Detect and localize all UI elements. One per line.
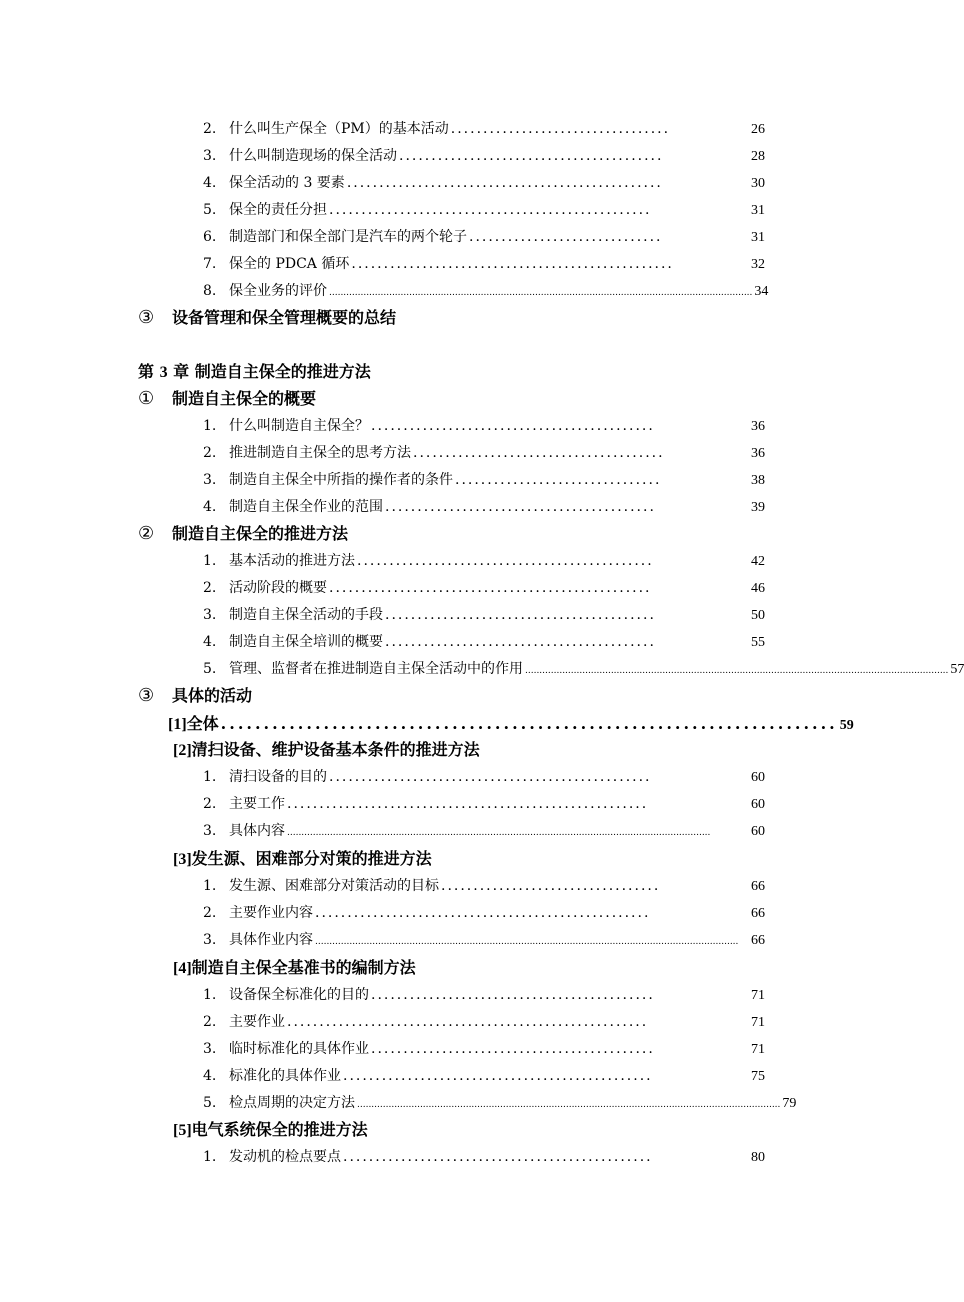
- entry-title: 什么叫制造现场的保全活动: [229, 148, 397, 164]
- toc-subsection-entry: [168, 711, 854, 734]
- page-number: 66: [751, 906, 765, 921]
- chapter-prefix: 第: [138, 362, 155, 381]
- dot-leader: ..............................................: [357, 553, 654, 569]
- entry-number: 1.: [203, 1149, 217, 1165]
- entry-number: 5.: [203, 202, 217, 218]
- entry-number: 2.: [203, 445, 217, 461]
- toc-entry: [203, 1092, 797, 1112]
- entry-title: 基本活动的推进方法: [229, 553, 355, 569]
- page-number: 31: [751, 230, 765, 245]
- subsection-index: [5]: [173, 1122, 192, 1139]
- dot-leader: ........................................................: [287, 796, 649, 812]
- page-number: 60: [751, 797, 765, 812]
- subsection-index: [1]: [168, 716, 187, 733]
- entry-title: 主要作业内容: [229, 905, 313, 921]
- toc-entry: [203, 550, 765, 570]
- dot-leader: ..........................................: [385, 499, 656, 515]
- toc-entry: [203, 469, 765, 489]
- page-number: 59: [839, 718, 854, 733]
- page-number: 75: [751, 1069, 765, 1084]
- entry-title: 制造自主保全中所指的操作者的条件: [229, 472, 453, 488]
- page-number: 32: [751, 257, 765, 272]
- entry-title: 标准化的具体作业: [229, 1068, 341, 1084]
- entry-title: 保全活动的 3 要素: [229, 175, 345, 191]
- page-number: 26: [751, 122, 765, 137]
- dot-leader: .......................................: [413, 445, 665, 461]
- dot-leader: .........................................: [399, 148, 664, 164]
- chapter-title: 章 制造自主保全的推进方法: [173, 362, 371, 381]
- toc-entry: [203, 604, 765, 624]
- entry-number: 1.: [203, 418, 217, 434]
- dot-leader: .................................................: [346, 175, 663, 191]
- dot-leader: ..................................: [441, 878, 661, 894]
- dot-leader: ................................................: [343, 1149, 653, 1165]
- dot-leader: ............................................: [371, 987, 655, 1003]
- dot-leader: ....................................................................................................................................................: [315, 937, 739, 947]
- toc-entry: [203, 1065, 765, 1085]
- page-number: 66: [751, 879, 765, 894]
- entry-number: 3.: [203, 472, 217, 488]
- toc-entry: [203, 1011, 765, 1031]
- section-title: 设备管理和保全管理概要的总结: [172, 308, 397, 327]
- entry-number: 2.: [203, 580, 217, 596]
- entry-title: 保全业务的评价: [229, 283, 327, 299]
- entry-number: 8.: [203, 283, 217, 299]
- entry-title: 主要作业: [229, 1014, 285, 1030]
- page-number: 55: [751, 635, 765, 650]
- section-title: 制造自主保全的概要: [172, 389, 317, 408]
- dot-leader: ..........................................: [385, 634, 656, 650]
- toc-entry: [203, 766, 765, 786]
- chapter-heading: [138, 359, 371, 382]
- entry-number: 4.: [203, 175, 217, 191]
- page-number: 30: [751, 176, 765, 191]
- page-number: 38: [751, 473, 765, 488]
- entry-title: 保全的责任分担: [229, 202, 327, 218]
- entry-title: 制造部门和保全部门是汽车的两个轮子: [229, 229, 467, 245]
- page-number: 39: [751, 500, 765, 515]
- entry-title: 检点周期的决定方法: [229, 1095, 355, 1111]
- toc-entry: [203, 415, 765, 435]
- page-number: 71: [751, 1015, 765, 1030]
- entry-title: 管理、监督者在推进制造自主保全活动中的作用: [229, 661, 523, 677]
- entry-title: 推进制造自主保全的思考方法: [229, 445, 411, 461]
- section-heading: [138, 521, 348, 544]
- dot-leader: ..................................................: [329, 580, 652, 596]
- toc-entry: [203, 577, 765, 597]
- entry-number: 6.: [203, 229, 217, 245]
- toc-entry: [203, 1038, 765, 1058]
- page-number: 60: [751, 770, 765, 785]
- dot-leader: ..................................................: [351, 256, 674, 272]
- entry-number: 4.: [203, 634, 217, 650]
- toc-entry: [203, 658, 964, 678]
- page-number: 46: [751, 581, 765, 596]
- entry-number: 4.: [203, 1068, 217, 1084]
- dot-leader: ....................................................................................................................................................: [357, 1100, 781, 1110]
- entry-number: 1.: [203, 769, 217, 785]
- entry-title: 设备保全标准化的目的: [229, 987, 369, 1003]
- entry-title: 临时标准化的具体作业: [229, 1041, 369, 1057]
- subsection-title: 清扫设备、维护设备基本条件的推进方法: [191, 740, 480, 759]
- entry-title: 制造自主保全培训的概要: [229, 634, 383, 650]
- dot-leader: ............................................: [371, 1041, 655, 1057]
- entry-number: 1.: [203, 987, 217, 1003]
- dot-leader: ........................................................: [287, 1014, 649, 1030]
- page-number: 79: [782, 1096, 797, 1111]
- subsection-title: 制造自主保全基准书的编制方法: [191, 958, 416, 977]
- subsection-title: [168, 711, 219, 734]
- entry-number: 2.: [203, 1014, 217, 1030]
- dot-leader: ..............................: [469, 229, 663, 245]
- page-number: 71: [751, 1042, 765, 1057]
- toc-entry: [203, 1146, 765, 1166]
- page-number: 28: [751, 149, 765, 164]
- page-number: 34: [754, 284, 769, 299]
- section-heading: [138, 305, 396, 328]
- entry-title: 制造自主保全作业的范围: [229, 499, 383, 515]
- toc-entry: [203, 929, 765, 949]
- subsection-title: 电气系统保全的推进方法: [191, 1120, 368, 1139]
- page-number: 42: [751, 554, 765, 569]
- toc-entry: [203, 820, 765, 840]
- subsection-index: [4]: [173, 960, 192, 977]
- toc-entry: [203, 253, 765, 273]
- entry-title: 清扫设备的目的: [229, 769, 327, 785]
- entry-title: 什么叫制造自主保全？: [229, 418, 369, 434]
- section-marker: ②: [138, 523, 155, 544]
- toc-entry: [203, 118, 765, 138]
- dot-leader: ..................................................: [329, 202, 652, 218]
- entry-number: 4.: [203, 499, 217, 515]
- dot-leader: ................................................: [343, 1068, 653, 1084]
- section-title: 制造自主保全的推进方法: [172, 524, 349, 543]
- dot-leader: ................................: [455, 472, 662, 488]
- page-number: 57: [950, 662, 964, 677]
- subsection-title: 发生源、困难部分对策的推进方法: [191, 849, 432, 868]
- subsection-index: [3]: [173, 851, 192, 868]
- entry-title: 发生源、困难部分对策活动的目标: [229, 878, 439, 894]
- dot-leader: ........................................................................: [220, 714, 838, 733]
- entry-number: 5.: [203, 1095, 217, 1111]
- dot-leader: ....................................................................................................................................................: [525, 666, 949, 676]
- entry-number: 3.: [203, 607, 217, 623]
- entry-number: 2.: [203, 121, 217, 137]
- entry-title: 什么叫生产保全（PM）的基本活动: [229, 121, 449, 137]
- entry-title: 活动阶段的概要: [229, 580, 327, 596]
- toc-entry: [203, 984, 765, 1004]
- chapter-number: 3: [159, 364, 168, 381]
- toc-entry: [203, 199, 765, 219]
- dot-leader: ....................................................................................................................................................: [329, 288, 753, 298]
- dot-leader: ....................................................: [315, 905, 651, 921]
- section-marker: ③: [138, 685, 155, 706]
- page-number: 71: [751, 988, 765, 1003]
- toc-entry: [203, 631, 765, 651]
- toc-entry: [203, 145, 765, 165]
- toc-entry: [203, 172, 765, 192]
- toc-entry: [203, 902, 765, 922]
- entry-number: 2.: [203, 905, 217, 921]
- dot-leader: ..................................................: [329, 769, 652, 785]
- page-number: 80: [751, 1150, 765, 1165]
- page-number: 31: [751, 203, 765, 218]
- entry-title: 保全的 PDCA 循环: [229, 256, 350, 272]
- toc-entry: [203, 442, 765, 462]
- entry-number: 1.: [203, 553, 217, 569]
- subsection-index: [2]: [173, 742, 192, 759]
- entry-title: 具体作业内容: [229, 932, 313, 948]
- entry-number: 3.: [203, 148, 217, 164]
- page-number: 50: [751, 608, 765, 623]
- dot-leader: ..........................................: [385, 607, 656, 623]
- page-number: 36: [751, 419, 765, 434]
- dot-leader: ............................................: [371, 418, 655, 434]
- subsection-heading: [173, 1117, 368, 1140]
- entry-title: 具体内容: [229, 823, 285, 839]
- subsection-heading: [173, 846, 432, 869]
- section-marker: ③: [138, 307, 155, 328]
- entry-title: 制造自主保全活动的手段: [229, 607, 383, 623]
- entry-number: 3.: [203, 932, 217, 948]
- entry-number: 5.: [203, 661, 217, 677]
- entry-title: 发动机的检点要点: [229, 1149, 341, 1165]
- entry-number: 2.: [203, 796, 217, 812]
- toc-entry: [203, 280, 769, 300]
- section-title: 具体的活动: [172, 686, 253, 705]
- dot-leader: ..................................: [450, 121, 671, 137]
- subsection-heading: [173, 955, 416, 978]
- page-number: 60: [751, 824, 765, 839]
- section-marker: ①: [138, 388, 155, 409]
- entry-number: 3.: [203, 1041, 217, 1057]
- entry-number: 3.: [203, 823, 217, 839]
- page-number: 66: [751, 933, 765, 948]
- dot-leader: ....................................................................................................................................................: [287, 828, 711, 838]
- subsection-heading: [173, 737, 480, 760]
- toc-entry: [203, 793, 765, 813]
- section-heading: [138, 683, 252, 706]
- toc-entry: [203, 875, 765, 895]
- entry-number: 1.: [203, 878, 217, 894]
- page-number: 36: [751, 446, 765, 461]
- entry-number: 7.: [203, 256, 217, 272]
- toc-entry: [203, 496, 765, 516]
- section-heading: [138, 386, 316, 409]
- entry-title: 主要工作: [229, 796, 285, 812]
- subsection-name: 全体: [186, 714, 219, 733]
- toc-entry: [203, 226, 765, 246]
